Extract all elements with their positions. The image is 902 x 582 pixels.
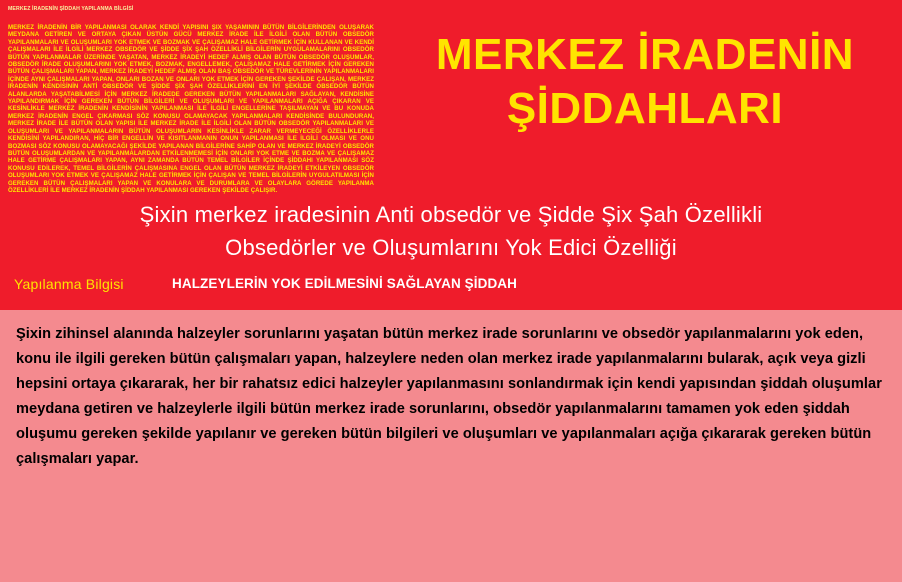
pink-body-panel [0, 310, 902, 582]
fine-print-body: MERKEZ İRADENİN BİR YAPILANMASI OLARAK KENDİ YAPISINI ŞIX YAŞAMININ BÜTÜN BİLGİLERİNDEN OLUŞARAK MEYDANA GETİREN VE ORTAYA ÇIKAN ÜSTÜN GÜCÜ MERKEZ İRADE İLE İLGİLİ OLAN BÜTÜN OBSEDÖR YAPILANMALARI VE OLUŞUMLARI YOK ETMEK VE BOZMAK VE ÇALIŞAMAZ HALE GETİRMEK İÇİN KULLANAN VE KENDİ ÇALIŞMALARI İLE İLGİLİ MERKEZ OBSEDÖR VE ŞİDDE ŞİX ŞAH ÖZELLİKLİ BİLGİLERİN UYGULAMALARINI OBSEDÖR BÜTÜN YAPILANMALAR ÜZERİNDE YAŞATAN, MERKEZ İRADEYİ HEDEF ALMIŞ OLAN BÜTÜN OBSEDÖR OLUŞUMLAR, OBSEDÖR İRADE OLUŞUMLARINI YOK ETMEK, BOZMAK, ENGELLEMEK, ÇALIŞAMAZ HALE GETİRMEK İÇİN GEREKEN BÜTÜN ÇALIŞMALARI YAPAN, MERKEZ İRADEYİ HEDEF ALMIŞ OLAN BAŞ OBSEDÖR VE TÜREVLERİNİN YAPILANMALARI İÇİNDE AYNI ÇALIŞMALARI YAPAN, ONLARI BOZAN VE ONLARI YOK ETMEK İÇİN GEREKEN ŞEKİLDE ÇALIŞAN, MERKEZ İRADENİN KENDİSİNİN ANTİ OBSEDÖR VE ŞİDDE ŞİX ŞAH ÖZELLİKLERİNİ EN İYİ ŞEKİLDE OBSEDÖR BÜTÜN ALANLARDA YAŞATABİLMESİ İÇİN MERKEZ İRADEDE GEREKEN BÜTÜN YAPILANMALARI SAĞLAYAN, KENDİSİNE YAPILANDIRMAK İÇİN GEREKEN BÜTÜN BİLGİLERİ VE OLUŞUMLARI VE YAPILANMALARI AÇIĞA ÇIKARAN VE KESİNLİKLE MERKEZ İRADENİN KENDİSİNİN YAPILANMASI İLE İLGİLİ ENGELLERİNE TAŞILMAYAN VE BU KONUDA MERKEZ İRADENİN ENGEL ÇIKARMASI SÖZ KONUSU OLAMAYACAK YAPILANMALARI KENDİSİNDE BULUNDURAN, MERKEZ İRADE İLE BÜTÜN OLAN YAPISI İLE MERKEZ İRADE İLE İLGİLİ OLAN BÜTÜN OBSEDÖR YAPILANMALARI VE OLUŞUMLARI VE YAPILANMALARIN BÜTÜN OLUŞUMLARIN KESİNLİKLE ZARAR VERMEYECEĞİ ÖZELLİKLERLE KENDİSİNİ YAPILANDIRAN, HİÇ BİR ENGELLİN VE KISITLANMANIN ONUN YAPILANMASI İLE İLGİLİ OLMASI VE ONU BOZMASI SÖZ KONUSU OLAMAYACAĞI ŞEKİLDE YAPILANAN BİLGİLERİNE SAHİP OLAN VE MERKEZ İRADEYİ OBSEDÖR BÜTÜN OLUŞUMLARDAN VE YAPILANMALARDAN ETKİLENMEMESİ İÇİN ONLARI YOK ETME VE BOZMA VE ÇALIŞAMAZ HALE GETİRME ÇALIŞMALARI YAPAN, AYNI ZAMANDA BÜTÜN TEMEL BİLGİLER İÇİNDE ŞİDDAHI YAPILANMASI SÖZ KONUSU EDİLEREK, TEMEL BİLGİLERİN ÇALIŞMASINA ENGEL OLAN BÜTÜN MERKEZ İRADEYİ ETKİLEYEN OBSEDÖR OLUŞUMLARI YOK ETMEK VE ÇALIŞAMAZ HALE GETİRMEK İÇİN ÇALIŞAN VE TEMEL BİLGİLERİN UYGULATILMASI İÇİN GEREKEN BÜTÜN ÇALIŞMALARI YAPAN VE KONULARA VE DURUMLARA VE OLAYLARA GÖREDE YAPILANMA ÖZELLİKLERİ İLE MERKEZ İRADENİN ŞİDDAH YAPILANMASI GEREKEN ŞEKİLDE ÇALIŞIR. [8, 24, 374, 194]
halzey-subheading: HALZEYLERİN YOK EDİLMESİNİ SAĞLAYAN ŞİDDAH [172, 276, 517, 291]
subtitle-line-1: Şixin merkez iradesinin Anti obsedör ve Şidde Şix Şah Özellikli [139, 202, 763, 227]
fine-print-heading: MERKEZ İRADENİN ŞİDDAH YAPILANMA BİLGİSİ [8, 6, 134, 12]
subtitle-line-2: Obsedörler ve Oluşumlarını Yok Edici Özelliği [225, 235, 677, 260]
page-title: MERKEZ İRADENİN ŞİDDAHLARI [435, 30, 855, 133]
body-paragraph: Şixin zihinsel alanında halzeyler sorunlarını yaşatan bütün merkez irade sorunlarını ve obsedör yapılanmalarını yok eden, konu ile ilgili gereken bütün çalışmaları yapan, halzeylere neden olan merkez irade yapılanmalarını bularak, açık veya gizli hepsini ortaya çıkararak, her bir rahatsız edici halzeyler yapılanmasını sonlandırmak için kendi yapısından şiddah oluşumlar meydana getiren ve halzeylerle ilgili bütün merkez irade sorunlarını, obsedör yapılanmalarını tamamen yok eden şiddah oluşumu gereken şekilde yapılanır ve gereken bütün bilgileri ve oluşumları ve yapılanmaları açığa çıkararak gereken bütün çalışmaları yapar. [16, 326, 882, 467]
subtitle-block [30, 198, 872, 264]
yapilanma-bilgisi-label: Yapılanma Bilgisi [14, 276, 124, 292]
